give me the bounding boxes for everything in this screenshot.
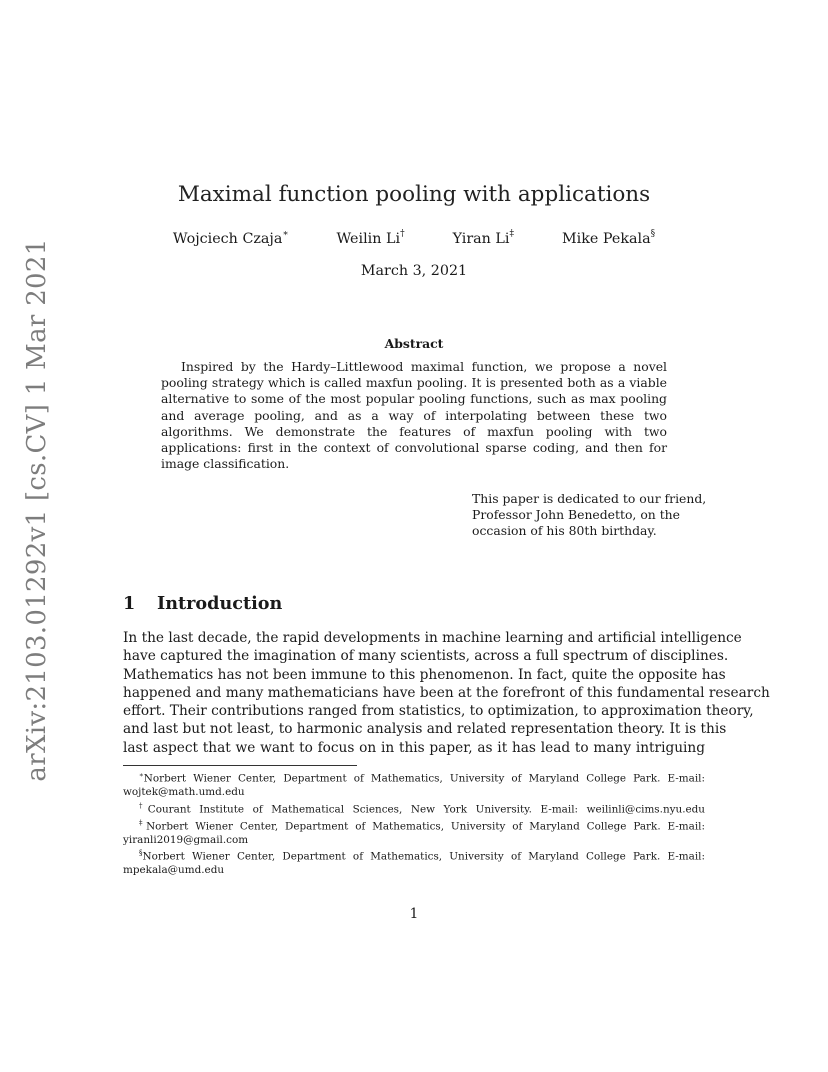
dedication-line: Professor John Benedetto, on the: [472, 507, 680, 523]
paper-title: Maximal function pooling with applications: [177, 182, 651, 207]
intro-line: have captured the imagination of many scientists, across a full spectrum of disciplines.: [123, 648, 729, 665]
abstract-heading: Abstract: [384, 336, 444, 351]
section-heading: [123, 593, 282, 614]
footnote: [123, 847, 705, 878]
intro-line: last aspect that we want to focus on in this paper, as it has lead to many intriguing: [123, 739, 705, 756]
footnote-text: Courant Institute of Mathematical Sciences, New York University. E-mail: weilinli@cims.nyu.edu: [147, 803, 705, 816]
footnote: [123, 817, 705, 848]
footnotes: [123, 769, 705, 878]
abstract-text: Inspired by the Hardy–Littlewood maximal function, we propose a novel pooling strategy which is called maxfun pooling. It is presented both as a viable alternative to some of the most popular pooling functions, such as max pooling and average pooling, and as a way of interpolating between these two algorithms. We demonstrate the features of maxfun pooling with two applications: first in the context of convolutional sparse coding, and then for image classification.: [161, 359, 667, 472]
footnote-mark: ∗: [139, 771, 144, 779]
dedication-line: This paper is dedicated to our friend,: [472, 491, 707, 506]
author-mark: ∗: [282, 229, 289, 239]
intro-line: and last but not least, to harmonic analysis and related representation theory. It is this: [123, 721, 727, 738]
intro-line: Mathematics has not been immune to this phenomenon. In fact, quite the opposite has: [123, 666, 726, 683]
author-1: [173, 230, 289, 247]
intro-paragraph: [123, 629, 770, 757]
author-3: [453, 230, 514, 247]
footnote-email: mpekala@umd.edu: [123, 864, 225, 877]
footnote-mark: ‡: [139, 818, 147, 827]
author-4: [562, 230, 655, 247]
section-title: Introduction: [157, 593, 283, 614]
paper-date: March 3, 2021: [360, 263, 468, 279]
author-mark: §: [650, 229, 656, 239]
footnote-text: Norbert Wiener Center, Department of Mathematics, University of Maryland College Park. E-mail:: [146, 820, 705, 833]
page-number: 1: [409, 906, 419, 922]
author-name: Yiran Li: [452, 230, 510, 247]
dedication-line: occasion of his 80th birthday.: [472, 523, 657, 539]
footnote: [123, 769, 705, 800]
dedication: [472, 491, 712, 540]
arxiv-id: arXiv:2103.01292v1 [cs.CV] 1 Mar 2021: [22, 238, 52, 782]
footnote-text: Norbert Wiener Center, Department of Mathematics, University of Maryland College Park. E-mail:: [142, 850, 705, 863]
intro-line: In the last decade, the rapid developments in machine learning and artificial intelligence: [123, 630, 742, 646]
footnote-text: Norbert Wiener Center, Department of Mathematics, University of Maryland College Park. E-mail:: [143, 772, 705, 785]
author-name: Weilin Li: [336, 230, 401, 247]
author-name: Mike Pekala: [562, 230, 651, 247]
footnote-email: wojtek@math.umd.edu: [123, 786, 245, 799]
author-2: [337, 230, 405, 247]
author-mark: †: [400, 229, 405, 239]
section-number: 1: [123, 593, 136, 614]
author-list: [0, 230, 828, 247]
intro-line: effort. Their contributions ranged from statistics, to optimization, to approximation theory,: [123, 703, 754, 720]
intro-line: happened and many mathematicians have been at the forefront of this fundamental research: [123, 684, 770, 701]
footnote: [123, 800, 705, 817]
footnote-mark: §: [139, 849, 143, 858]
footnote-rule: [123, 765, 357, 766]
author-mark: ‡: [509, 229, 514, 239]
author-name: Wojciech Czaja: [172, 230, 283, 247]
footnote-email: yiranli2019@gmail.com: [123, 833, 249, 846]
footnote-mark: †: [139, 801, 148, 810]
